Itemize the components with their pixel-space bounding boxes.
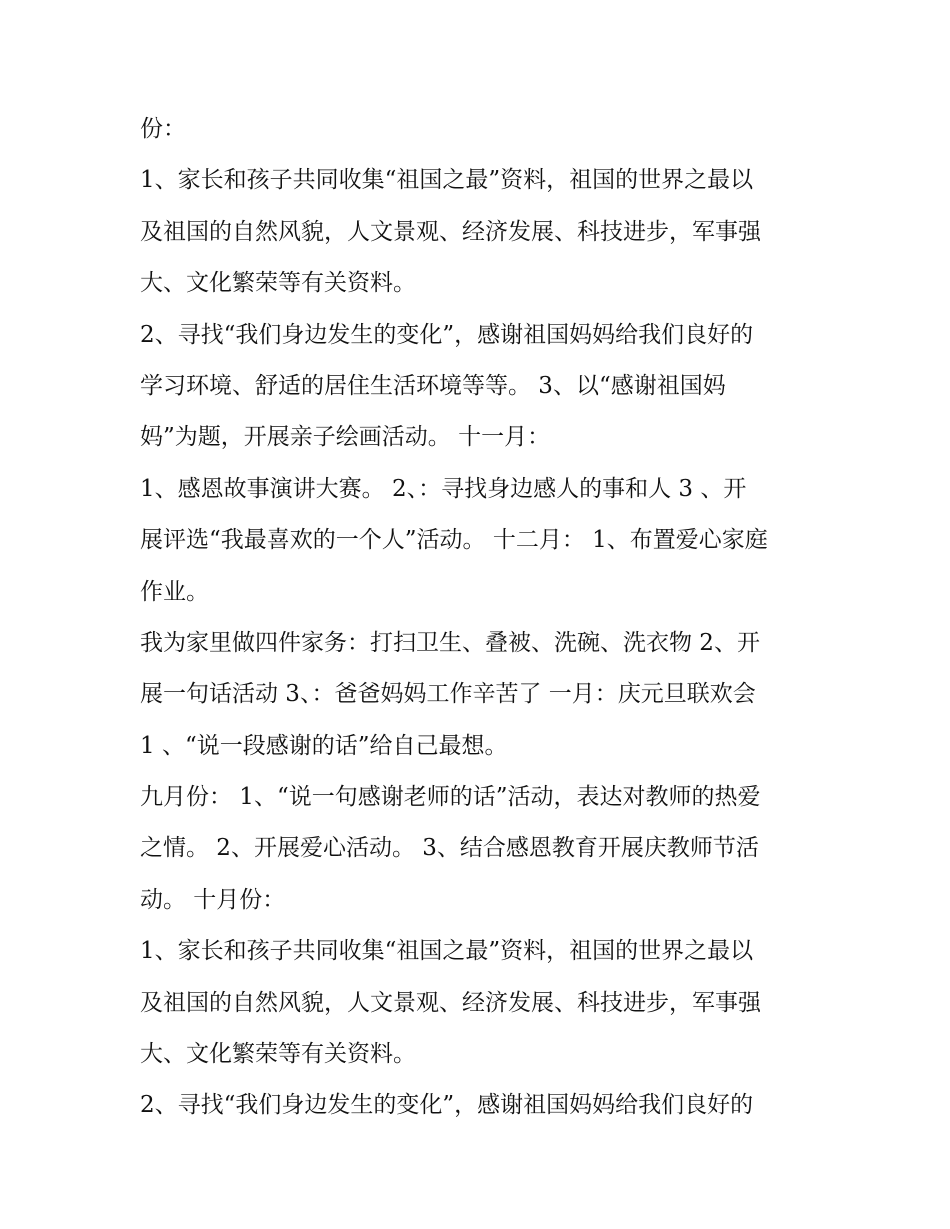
text-line: 九月份： 1、“说一句感谢老师的话”活动，表达对教师的热爱 bbox=[140, 784, 761, 811]
text-line: 1、家长和孩子共同收集“祖国之最”资料，祖国的世界之最以 bbox=[140, 938, 754, 965]
text-line: 1 、“说一段感谢的话”给自己最想。 bbox=[140, 732, 508, 759]
text-line: 之情。 2、开展爱心活动。 3、结合感恩教育开展庆教师节活 bbox=[140, 835, 759, 862]
text-line: 及祖国的自然风貌，人文景观、经济发展、科技进步，军事强 bbox=[140, 989, 761, 1016]
text-line: 学习环境、舒适的居住生活环境等等。 3、以“感谢祖国妈 bbox=[140, 372, 726, 399]
text-line: 2、寻找“我们身边发生的变化”，感谢祖国妈妈给我们良好的 bbox=[140, 1092, 754, 1119]
text-line: 份： bbox=[140, 116, 186, 142]
text-line: 作业。 bbox=[140, 578, 209, 605]
text-line: 大、文化繁荣等有关资料。 bbox=[140, 1041, 416, 1068]
text-line: 展一句话活动 3、：爸爸妈妈工作辛苦了 一月：庆元旦联欢会 bbox=[140, 681, 756, 708]
text-line: 大、文化繁荣等有关资料。 bbox=[140, 270, 416, 297]
text-line: 1、感恩故事演讲大赛。 2、：寻找身边感人的事和人 3 、开 bbox=[140, 475, 747, 502]
text-line: 妈”为题，开展亲子绘画活动。 十一月： bbox=[140, 424, 551, 451]
document-body bbox=[140, 104, 840, 1132]
text-line: 展评选“我最喜欢的一个人”活动。 十二月： 1、布置爱心家庭 bbox=[140, 527, 768, 554]
text-line: 及祖国的自然风貌，人文景观、经济发展、科技进步，军事强 bbox=[140, 218, 761, 245]
text-line: 我为家里做四件家务：打扫卫生、叠被、洗碗、洗衣物 2、开 bbox=[140, 629, 760, 656]
text-line: 1、家长和孩子共同收集“祖国之最”资料，祖国的世界之最以 bbox=[140, 167, 754, 194]
text-line: 2、寻找“我们身边发生的变化”，感谢祖国妈妈给我们良好的 bbox=[140, 321, 754, 348]
text-line: 动。 十月份： bbox=[140, 886, 286, 913]
